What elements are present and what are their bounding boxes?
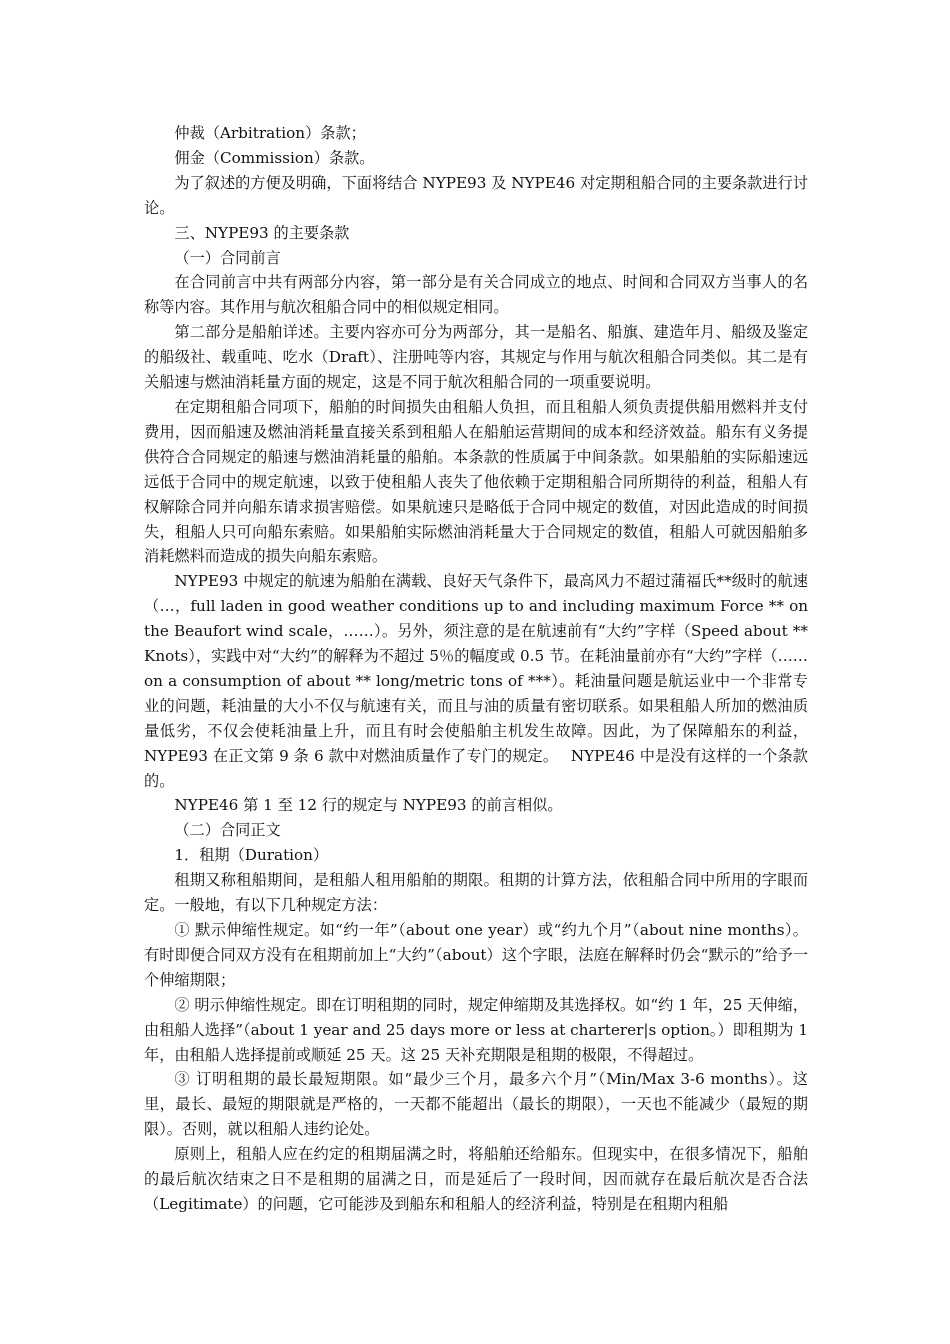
paragraph: 租期又称租船期间，是租船人租用船舶的期限。租期的计算方法，依租船合同中所用的字眼而定。一般地，有以下几种规定方法： [144, 871, 808, 915]
list-item: ③ 订明租期的最长最短期限。如“最少三个月，最多六个月”（Min/Max 3-6 months）。这里，最长、最短的期限就是严格的，一天都不能超出（最长的期限），一天也不能减少（最短的期限）。否则，就以租船人违约论处。 [144, 1070, 808, 1139]
paragraph: NYPE93 中规定的航速为船舶在满载、良好天气条件下，最高风力不超过蒲福氏**级时的航速（…，full laden in good weather conditions up to and including maximum Force ** on the Beaufort wind scale，……）。另外，须注意的是在航速前有“大约”字样（Speed about ** Knots），实践中对“大约”的解释为不超过 5％的幅度或 0.5 节。在耗油量前亦有“大约”字样（……on a consumption of about ** long/metric tons of ***）。耗油量问题是航运业中一个非常专业的问题，耗油量的大小不仅与航速有关，而且与油的质量有密切联系。如果租船人所加的燃油质量低劣，不仅会使耗油量上升，而且有时会使船舶主机发生故障。因此，为了保障船东的利益，NYPE93 在正文第 9 条 6 款中对燃油质量作了专门的规定。 NYPE46 中是没有这样的一个条款的。 [144, 572, 808, 790]
list-item: ① 默示伸缩性规定。如“约一年”（about one year）或“约九个月”（about nine months）。有时即便合同双方没有在租期前加上“大约”（about）这个字眼，法庭在解释时仍会“默示的”给予一个伸缩期限； [144, 921, 808, 989]
paragraph: 原则上，租船人应在约定的租期届满之时，将船舶还给船东。但现实中，在很多情况下，船舶的最后航次结束之日不是租期的届满之日，而是延后了一段时间，因而就存在最后航次是否合法（Legitimate）的问题，它可能涉及到船东和租船人的经济利益，特别是在租期内租船 [144, 1145, 808, 1213]
paragraph: 为了叙述的方便及明确，下面将结合 NYPE93 及 NYPE46 对定期租船合同的主要条款进行讨论。 [144, 173, 808, 217]
section-heading: 三、NYPE93 的主要条款 [174, 223, 350, 242]
subsection-heading: （一）合同前言 [174, 248, 281, 267]
list-item: ② 明示伸缩性规定。即在订明租期的同时，规定伸缩期及其选择权。如“约 1 年，25 天伸缩，由租船人选择”（about 1 year and 25 days more or less at charterer|s option。）即租期为 1 年，由租船人选择提前或顺延 25 天。这 25 天补充期限是租期的极限，不得超过。 [144, 995, 808, 1064]
paragraph: 第二部分是船舶详述。主要内容亦可分为两部分，其一是船名、船旗、建造年月、船级及鉴定的船级社、载重吨、吃水（Draft）、注册吨等内容，其规定与作用与航次租船合同类似。其二是有关船速与燃油消耗量方面的规定，这是不同于航次租船合同的一项重要说明。 [144, 323, 808, 392]
item-heading: 1．租期（Duration） [174, 846, 329, 865]
document-body [144, 121, 808, 1217]
paragraph: 在定期租船合同项下，船舶的时间损失由租船人负担，而且租船人须负责提供船用燃料并支付费用，因而船速及燃油消耗量直接关系到租船人在船舶运营期间的成本和经济效益。船东有义务提供符合合同规定的船速与燃油消耗量的船舶。本条款的性质属于中间条款。如果船舶的实际船速远远低于合同中的规定航速，以致于使租船人丧失了他依赖于定期租船合同所期待的利益，租船人有权解除合同并向船东请求损害赔偿。如果航速只是略低于合同中规定的数值，对因此造成的时间损失，租船人只可向船东索赔。如果船舶实际燃油消耗量大于合同规定的数值，租船人可就因船舶多消耗燃料而造成的损失向船东索赔。 [144, 397, 808, 566]
subsection-heading: （二）合同正文 [174, 821, 281, 840]
paragraph: 佣金（Commission）条款。 [174, 148, 375, 167]
paragraph: 仲裁（Arbitration）条款； [174, 124, 366, 142]
paragraph: 在合同前言中共有两部分内容，第一部分是有关合同成立的地点、时间和合同双方当事人的名称等内容。其作用与航次租船合同中的相似规定相同。 [144, 273, 808, 317]
paragraph: NYPE46 第 1 至 12 行的规定与 NYPE93 的前言相似。 [174, 796, 563, 815]
